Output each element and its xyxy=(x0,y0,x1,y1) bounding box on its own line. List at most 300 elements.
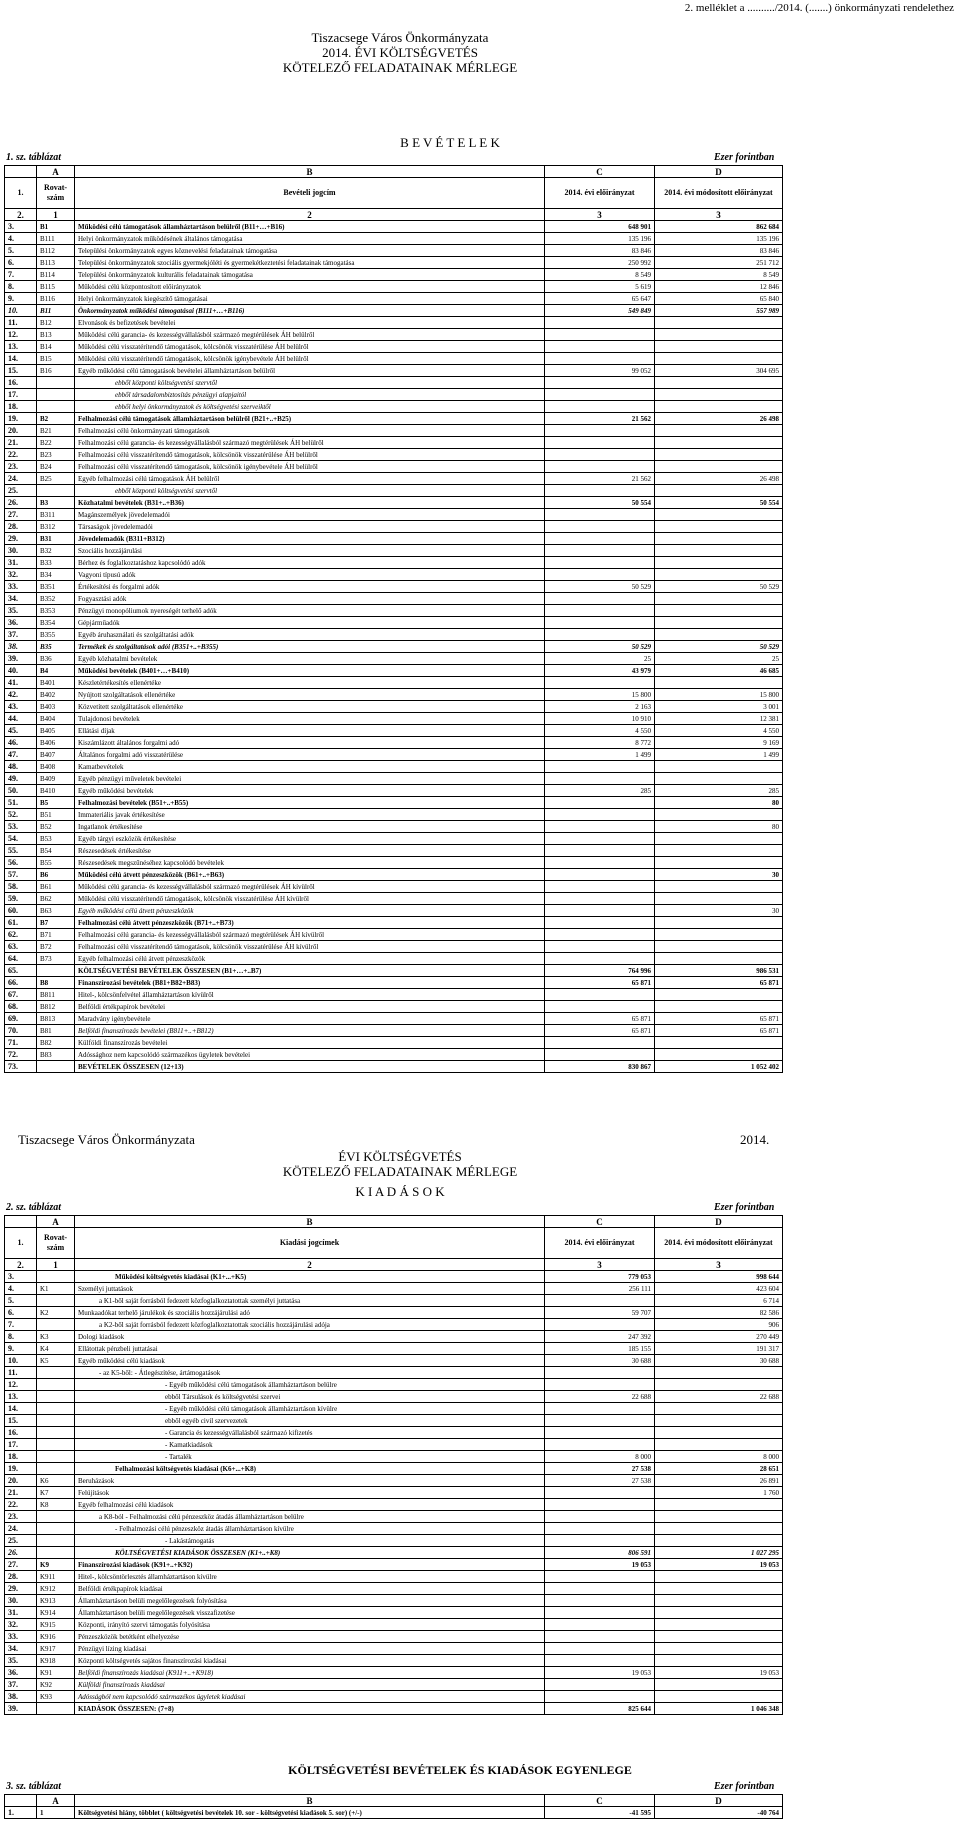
row-code: K93 xyxy=(37,1691,75,1703)
row-number: 53. xyxy=(5,821,37,833)
row-value-original xyxy=(545,401,655,413)
row-number: 58. xyxy=(5,881,37,893)
row-number: 17. xyxy=(5,1439,37,1451)
row-number: 50. xyxy=(5,785,37,797)
doc-subtitle: KÖTELEZŐ FELADATAINAK MÉRLEGE xyxy=(282,60,518,75)
row-number: 15. xyxy=(5,365,37,377)
row-name: Szociális hozzájárulási xyxy=(75,545,545,557)
table-row xyxy=(5,1319,783,1331)
row-code: K911 xyxy=(37,1571,75,1583)
row-code: B14 xyxy=(37,341,75,353)
row-value-modified: 65 840 xyxy=(655,293,783,305)
row-value-modified: 6 714 xyxy=(655,1295,783,1307)
row-value-original: 285 xyxy=(545,785,655,797)
table-row xyxy=(5,941,783,953)
row-name: Adóssághoz nem kapcsolódó származékos ügyletek bevételei xyxy=(75,1049,545,1061)
row-name: Általános forgalmi adó visszatérülése xyxy=(75,749,545,761)
row-value-original xyxy=(545,1403,655,1415)
row-number: 32. xyxy=(5,1619,37,1631)
row-name: Egyéb felhalmozási célú támogatások ÁH belülről xyxy=(75,473,545,485)
row-value-original xyxy=(545,1499,655,1511)
row-value-modified xyxy=(655,1403,783,1415)
row-value-modified: 191 317 xyxy=(655,1343,783,1355)
row-name: Adósságból nem kapcsolódó származékos ügyletek kiadásai xyxy=(75,1691,545,1703)
row-value-modified: 80 xyxy=(655,797,783,809)
row-code: K3 xyxy=(37,1331,75,1343)
row-value-modified: 998 644 xyxy=(655,1271,783,1283)
row-name: Egyéb áruhasználati és szolgáltatási adók xyxy=(75,629,545,641)
col-header: 2014. évi módosított előirányzat xyxy=(655,1228,783,1259)
row-value-modified xyxy=(655,989,783,1001)
row-number: 56. xyxy=(5,857,37,869)
row-value-original xyxy=(545,329,655,341)
row-number: 49. xyxy=(5,773,37,785)
row-name: Felhalmozási célú visszatérítendő támogatások, kölcsönök visszatérülése ÁH belülről xyxy=(75,449,545,461)
row-number: 6. xyxy=(5,257,37,269)
row-name: Vagyoni típusú adók xyxy=(75,569,545,581)
row-name: Egyéb pénzügyi műveletek bevételei xyxy=(75,773,545,785)
row-value-original xyxy=(545,1037,655,1049)
table-row xyxy=(5,389,783,401)
row-number: 38. xyxy=(5,1691,37,1703)
row-name: Felhalmozási célú támogatások államháztartáson belülről (B21+..+B25) xyxy=(75,413,545,425)
row-value-modified: 135 196 xyxy=(655,233,783,245)
table-row xyxy=(5,1379,783,1391)
row-value-original xyxy=(545,941,655,953)
row-code: B51 xyxy=(37,809,75,821)
row-number: 8. xyxy=(5,1331,37,1343)
row-value-original xyxy=(545,677,655,689)
row-value-original: 1 499 xyxy=(545,749,655,761)
row-number: 25. xyxy=(5,485,37,497)
row-code: B23 xyxy=(37,449,75,461)
table-row xyxy=(5,1691,783,1703)
table-row xyxy=(5,1499,783,1511)
row-code: B401 xyxy=(37,677,75,689)
row-code xyxy=(37,1703,75,1715)
expense-table xyxy=(4,1215,783,1715)
row-value-original: 25 xyxy=(545,653,655,665)
row-code: K7 xyxy=(37,1487,75,1499)
col-letter: B xyxy=(75,166,545,178)
row-name: - Felhalmozási célú pénzeszköz átadás államháztartáson kívülre xyxy=(75,1523,545,1535)
row-number: 52. xyxy=(5,809,37,821)
row-value-modified: 30 xyxy=(655,869,783,881)
row-name: Fogyasztási adók xyxy=(75,593,545,605)
table-row xyxy=(5,305,783,317)
row-number: 12. xyxy=(5,329,37,341)
row-value-modified xyxy=(655,881,783,893)
row-name: - Egyéb működési célú támogatások államháztartáson belülre xyxy=(75,1379,545,1391)
row-name: Pénzeszközök betétként elhelyezése xyxy=(75,1631,545,1643)
row-value-original: 250 992 xyxy=(545,257,655,269)
row-value-original xyxy=(545,509,655,521)
row-name: ebből helyi önkormányzatok és költségvetési szerveiktől xyxy=(75,401,545,413)
row-code: B404 xyxy=(37,713,75,725)
row-number: 17. xyxy=(5,389,37,401)
column-header-row xyxy=(5,178,783,209)
row-value-modified: 251 712 xyxy=(655,257,783,269)
row-number: 3. xyxy=(5,1271,37,1283)
row-value-original xyxy=(545,593,655,605)
row-code: B5 xyxy=(37,797,75,809)
row-number: 3. xyxy=(5,221,37,233)
column-letter-row xyxy=(5,1795,783,1807)
row-value-original xyxy=(545,557,655,569)
row-value-modified: 15 800 xyxy=(655,689,783,701)
row-name: Kamatbevételek xyxy=(75,761,545,773)
row-code: B355 xyxy=(37,629,75,641)
row-number: 31. xyxy=(5,557,37,569)
row-value-modified: 26 498 xyxy=(655,473,783,485)
row-name: Kiszámlázott általános forgalmi adó xyxy=(75,737,545,749)
row-name: Nyújtott szolgáltatások ellenértéke xyxy=(75,689,545,701)
col-header: Bevételi jogcím xyxy=(75,178,545,209)
row-name: Pénzügyi lízing kiadásai xyxy=(75,1643,545,1655)
row-code: B111 xyxy=(37,233,75,245)
row-value-modified: 50 554 xyxy=(655,497,783,509)
row-value-original xyxy=(545,989,655,1001)
row-value-modified xyxy=(655,377,783,389)
row-value-modified: 8 000 xyxy=(655,1451,783,1463)
table-row xyxy=(5,665,783,677)
row-value-original xyxy=(545,1367,655,1379)
row-code xyxy=(37,1403,75,1415)
row-code: B73 xyxy=(37,953,75,965)
unit-label-2: Ezer forintban xyxy=(714,1202,775,1213)
row-value-original xyxy=(545,797,655,809)
row-number: 61. xyxy=(5,917,37,929)
row-number: 20. xyxy=(5,1475,37,1487)
table-row xyxy=(5,701,783,713)
table-row xyxy=(5,653,783,665)
row-value-original xyxy=(545,1439,655,1451)
row-value-modified xyxy=(655,605,783,617)
row-value-original xyxy=(545,1379,655,1391)
row-value-original xyxy=(545,1511,655,1523)
row-number: 7. xyxy=(5,269,37,281)
row-value-original xyxy=(545,317,655,329)
row-value-modified xyxy=(655,1367,783,1379)
row-value-original: 10 910 xyxy=(545,713,655,725)
col-letter: C xyxy=(545,1216,655,1228)
row-name: Elvonások és befizetések bevételei xyxy=(75,317,545,329)
row-number: 22. xyxy=(5,1499,37,1511)
row-number: 35. xyxy=(5,605,37,617)
row-name: Finanszírozási bevételek (B81+B82+B83) xyxy=(75,977,545,989)
row-name: Személyi juttatások xyxy=(75,1283,545,1295)
row-number: 48. xyxy=(5,761,37,773)
row-value-modified: 65 871 xyxy=(655,977,783,989)
row-value-original: 50 554 xyxy=(545,497,655,509)
row-number: 38. xyxy=(5,641,37,653)
row-value-modified xyxy=(655,461,783,473)
row-value-modified xyxy=(655,845,783,857)
row-value-modified xyxy=(655,773,783,785)
row-value-modified: 82 586 xyxy=(655,1307,783,1319)
col-letter: A xyxy=(37,1216,75,1228)
row-name: Működési célú támogatások államháztartáson belülről (B11+…+B16) xyxy=(75,221,545,233)
row-value-original: 19 053 xyxy=(545,1667,655,1679)
row-value-modified xyxy=(655,437,783,449)
row-value-modified xyxy=(655,1439,783,1451)
row-value-original xyxy=(545,1595,655,1607)
row-number: 32. xyxy=(5,569,37,581)
col-letter: C xyxy=(545,1795,655,1807)
org-name: Tiszacsege Város Önkormányzata xyxy=(311,30,489,45)
table-row xyxy=(5,1061,783,1073)
row-code: K5 xyxy=(37,1355,75,1367)
table-row xyxy=(5,401,783,413)
table-row xyxy=(5,809,783,821)
row-value-original: 5 619 xyxy=(545,281,655,293)
table-row xyxy=(5,953,783,965)
row-value-modified xyxy=(655,809,783,821)
row-code: B35 xyxy=(37,641,75,653)
row-value-original xyxy=(545,545,655,557)
row-name: Belföldi finanszírozás bevételei (B811+..+B812) xyxy=(75,1025,545,1037)
row-value-original xyxy=(545,569,655,581)
row-code: B12 xyxy=(37,317,75,329)
row-code: K912 xyxy=(37,1583,75,1595)
row-name: Részesedések értékesítése xyxy=(75,845,545,857)
row-value-original xyxy=(545,449,655,461)
org-name-2: Tiszacsege Város Önkormányzata xyxy=(18,1132,195,1147)
row-code: K9 xyxy=(37,1559,75,1571)
table-row xyxy=(5,1025,783,1037)
row-value-original: 256 111 xyxy=(545,1283,655,1295)
row-value-modified xyxy=(655,545,783,557)
row-number: 25. xyxy=(5,1535,37,1547)
table-row xyxy=(5,485,783,497)
row-code: B811 xyxy=(37,989,75,1001)
row-name: Immateriális javak értékesítése xyxy=(75,809,545,821)
row-name: Közvetített szolgáltatások ellenértéke xyxy=(75,701,545,713)
row-number: 28. xyxy=(5,1571,37,1583)
col-letter: D xyxy=(655,1795,783,1807)
row-value-original: 99 052 xyxy=(545,365,655,377)
row-value-modified xyxy=(655,1415,783,1427)
row-number: 18. xyxy=(5,1451,37,1463)
table-row xyxy=(5,1607,783,1619)
row-code: B113 xyxy=(37,257,75,269)
row-name: ebből egyéb civil szervezetek xyxy=(75,1415,545,1427)
row-value-modified: 285 xyxy=(655,785,783,797)
col-letter: B xyxy=(75,1795,545,1807)
row-name: Költségvetési hiány, többlet ( költségvetési bevételek 10. sor - költségvetési kiadások 5. sor) (+/-) xyxy=(75,1807,545,1819)
row-value-modified xyxy=(655,1607,783,1619)
row-number: 28. xyxy=(5,521,37,533)
row-value-original: 8 549 xyxy=(545,269,655,281)
row-value-modified xyxy=(655,1631,783,1643)
table-row xyxy=(5,1643,783,1655)
row-code: B62 xyxy=(37,893,75,905)
row-value-original: 19 053 xyxy=(545,1559,655,1571)
column-letter-row xyxy=(5,166,783,178)
row-value-original xyxy=(545,1607,655,1619)
row-value-original: 83 846 xyxy=(545,245,655,257)
row-number: 42. xyxy=(5,689,37,701)
table-row xyxy=(5,521,783,533)
row-code xyxy=(37,1391,75,1403)
row-number: 21. xyxy=(5,437,37,449)
row-value-original: 21 562 xyxy=(545,413,655,425)
annex-reference: 2. melléklet a ........../2014. (.......) önkormányzati rendelethez xyxy=(684,2,954,14)
row-name: Ellátási díjak xyxy=(75,725,545,737)
row-value-original: 65 871 xyxy=(545,1025,655,1037)
row-value-modified xyxy=(655,485,783,497)
row-value-modified xyxy=(655,953,783,965)
row-name: Működési célú garancia- és kezességvállalásból származó megtérülések ÁH kívülről xyxy=(75,881,545,893)
row-name: Egyéb működési célú kiadások xyxy=(75,1355,545,1367)
table-row xyxy=(5,749,783,761)
row-code: K915 xyxy=(37,1619,75,1631)
table-row xyxy=(5,1001,783,1013)
col-letter: D xyxy=(655,1216,783,1228)
row-name: Központi, irányító szervi támogatás folyósítása xyxy=(75,1619,545,1631)
row-number: 39. xyxy=(5,653,37,665)
row-code: B4 xyxy=(37,665,75,677)
table-row xyxy=(5,773,783,785)
row-value-modified xyxy=(655,1595,783,1607)
table-row xyxy=(5,1451,783,1463)
row-code: B36 xyxy=(37,653,75,665)
row-value-original xyxy=(545,1643,655,1655)
row-value-original xyxy=(545,437,655,449)
row-number: 65. xyxy=(5,965,37,977)
table-row xyxy=(5,461,783,473)
table-row xyxy=(5,977,783,989)
row-value-original xyxy=(545,1049,655,1061)
row-number: 4. xyxy=(5,233,37,245)
table-row xyxy=(5,1487,783,1499)
row-value-original: 22 688 xyxy=(545,1391,655,1403)
row-value-original xyxy=(545,1319,655,1331)
row-value-original xyxy=(545,1415,655,1427)
row-code: K916 xyxy=(37,1631,75,1643)
column-header-row xyxy=(5,1228,783,1259)
row-code: B81 xyxy=(37,1025,75,1037)
row-number: 10. xyxy=(5,305,37,317)
row-value-original xyxy=(545,1583,655,1595)
row-number: 41. xyxy=(5,677,37,689)
row-value-modified: 12 846 xyxy=(655,281,783,293)
row-code xyxy=(37,1427,75,1439)
row-number: 23. xyxy=(5,1511,37,1523)
table-row xyxy=(5,1571,783,1583)
row-number: 15. xyxy=(5,1415,37,1427)
row-name: Társaságok jövedelemadói xyxy=(75,521,545,533)
table-row xyxy=(5,1619,783,1631)
row-value-original xyxy=(545,1679,655,1691)
row-number: 66. xyxy=(5,977,37,989)
row-code: B22 xyxy=(37,437,75,449)
row-number: 60. xyxy=(5,905,37,917)
row-code: B403 xyxy=(37,701,75,713)
row-value-modified xyxy=(655,317,783,329)
row-name: Központi költségvetés sajátos finanszírozási kiadásai xyxy=(75,1655,545,1667)
row-value-original: 830 867 xyxy=(545,1061,655,1073)
row-value-original xyxy=(545,917,655,929)
row-code: B402 xyxy=(37,689,75,701)
row-number: 18. xyxy=(5,401,37,413)
row-value-modified: 46 685 xyxy=(655,665,783,677)
row-value-modified: 8 549 xyxy=(655,269,783,281)
row-value-original xyxy=(545,869,655,881)
row-name: Belföldi értékpapírok bevételei xyxy=(75,1001,545,1013)
row-code: B61 xyxy=(37,881,75,893)
row-name: Működési célú átvett pénzeszközök (B61+..+B63) xyxy=(75,869,545,881)
row-number: 33. xyxy=(5,581,37,593)
row-value-original xyxy=(545,929,655,941)
row-value-modified xyxy=(655,1427,783,1439)
row-value-modified xyxy=(655,521,783,533)
row-value-original xyxy=(545,1487,655,1499)
row-code: B32 xyxy=(37,545,75,557)
row-name: Felhalmozási célú visszatérítendő támogatások, kölcsönök visszatérülése ÁH kívülről xyxy=(75,941,545,953)
row-name: Felhalmozási célú átvett pénzeszközök (B71+..+B73) xyxy=(75,917,545,929)
row-value-modified: 906 xyxy=(655,1319,783,1331)
row-value-modified xyxy=(655,761,783,773)
row-number: 6. xyxy=(5,1307,37,1319)
table-row xyxy=(5,1049,783,1061)
row-name: Működési célú központosított előirányzatok xyxy=(75,281,545,293)
row-number: 27. xyxy=(5,509,37,521)
table-row xyxy=(5,821,783,833)
row-number: 9. xyxy=(5,1343,37,1355)
col-header: 2014. évi módosított előirányzat xyxy=(655,178,783,209)
row-value-original: 27 538 xyxy=(545,1475,655,1487)
table-row xyxy=(5,677,783,689)
row-number: 11. xyxy=(5,1367,37,1379)
row-value-modified xyxy=(655,1643,783,1655)
table-row xyxy=(5,1655,783,1667)
row-value-modified: 3 001 xyxy=(655,701,783,713)
table-row xyxy=(5,1631,783,1643)
row-value-original: 549 849 xyxy=(545,305,655,317)
row-value-original xyxy=(545,1631,655,1643)
row-name: Települési önkormányzatok szociális gyermekjóléti és gyermekétkeztetési feladatainak támogatása xyxy=(75,257,545,269)
row-value-original xyxy=(545,893,655,905)
row-value-original: 21 562 xyxy=(545,473,655,485)
row-value-modified xyxy=(655,1379,783,1391)
table-row xyxy=(5,869,783,881)
row-name: KÖLTSÉGVETÉSI KIADÁSOK ÖSSZESEN (K1+..+K8) xyxy=(75,1547,545,1559)
row-value-modified xyxy=(655,425,783,437)
balance-table xyxy=(4,1794,783,1819)
row-code xyxy=(37,1439,75,1451)
row-value-modified xyxy=(655,593,783,605)
col-letter: A xyxy=(37,166,75,178)
row-value-modified xyxy=(655,1499,783,1511)
col-letter: B xyxy=(75,1216,545,1228)
row-name: BEVÉTELEK ÖSSZESEN (12+13) xyxy=(75,1061,545,1073)
row-value-modified: 12 381 xyxy=(655,713,783,725)
unit-label-3: Ezer forintban xyxy=(714,1781,775,1792)
table-row xyxy=(5,833,783,845)
row-code: B406 xyxy=(37,737,75,749)
table-row xyxy=(5,377,783,389)
row-code xyxy=(37,1061,75,1073)
row-number: 12. xyxy=(5,1379,37,1391)
row-value-original: 50 529 xyxy=(545,641,655,653)
row-code: B409 xyxy=(37,773,75,785)
row-name: - Garancia és kezességvállalásból származó kifizetés xyxy=(75,1427,545,1439)
row-value-modified: 1 027 295 xyxy=(655,1547,783,1559)
row-code xyxy=(37,1295,75,1307)
row-value-original xyxy=(545,761,655,773)
row-value-original: 8 000 xyxy=(545,1451,655,1463)
